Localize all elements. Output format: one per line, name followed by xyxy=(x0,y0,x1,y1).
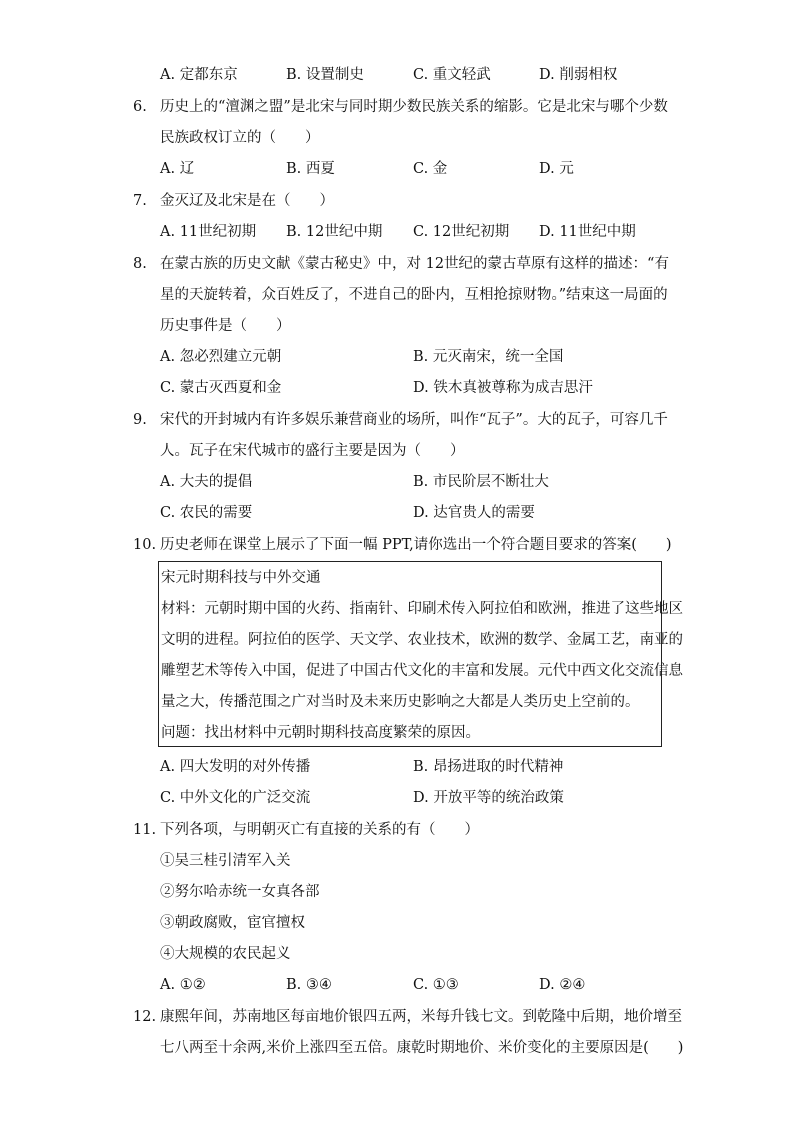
q11-option-b[interactable]: B. ③④ xyxy=(286,977,332,993)
q8-option-b[interactable]: B. 元灭南宋，统一全国 xyxy=(413,349,564,365)
q5-option-a[interactable]: A. 定都东京 xyxy=(160,67,238,83)
q9-option-c[interactable]: C. 农民的需要 xyxy=(160,505,253,521)
q11-option-c[interactable]: C. ①③ xyxy=(413,977,459,993)
q10-option-b[interactable]: B. 昂扬进取的时代精神 xyxy=(413,759,564,775)
q11-statement-1: ①吴三桂引清军入关 xyxy=(160,853,291,869)
q8-number: 8. xyxy=(133,256,147,272)
q8-option-a[interactable]: A. 忽必烈建立元朝 xyxy=(160,349,282,365)
q12-stem-line-2: 七八两至十余两,米价上涨四至五倍。康乾时期地价、米价变化的主要原因是( ) xyxy=(160,1040,684,1056)
q10-box-line-3: 雕塑艺术等传入中国，促进了中国古代文化的丰富和发展。元代中西文化交流信息 xyxy=(161,663,683,679)
q11-statement-3: ③朝政腐败，宦官擅权 xyxy=(160,915,305,931)
q5-option-d[interactable]: D. 削弱相权 xyxy=(539,67,618,83)
q12-number: 12. xyxy=(133,1009,157,1025)
q9-stem-line-2: 人。瓦子在宋代城市的盛行主要是因为（ ） xyxy=(160,443,465,459)
q6-stem-line-2: 民族政权订立的（ ） xyxy=(160,130,320,146)
q5-option-b[interactable]: B. 设置制史 xyxy=(286,67,364,83)
q8-stem-line-1: 在蒙古族的历史文献《蒙古秘史》中，对 12世纪的蒙古草原有这样的描述：“有 xyxy=(160,256,669,272)
q8-stem-line-2: 星的天旋转着，众百姓反了，不进自己的卧内，互相抢掠财物。”结束这一局面的 xyxy=(160,287,668,303)
q11-option-a[interactable]: A. ①② xyxy=(160,977,206,993)
q9-option-d[interactable]: D. 达官贵人的需要 xyxy=(413,505,535,521)
q9-stem-line-1: 宋代的开封城内有许多娱乐兼营商业的场所，叫作“瓦子”。大的瓦子，可容几千 xyxy=(160,412,668,428)
q10-material-box xyxy=(158,561,683,747)
q6-stem-line-1: 历史上的“澶渊之盟”是北宋与同时期少数民族关系的缩影。它是北宋与哪个少数 xyxy=(160,99,668,115)
q9-option-b[interactable]: B. 市民阶层不断壮大 xyxy=(413,474,549,490)
q10-option-d[interactable]: D. 开放平等的统治政策 xyxy=(413,790,564,806)
q9-option-a[interactable]: A. 大夫的提倡 xyxy=(160,474,253,490)
q10-stem-line-1: 历史老师在课堂上展示了下面一幅 PPT,请你选出一个符合题目要求的答案( ) xyxy=(160,537,672,553)
q10-box-question: 问题：找出材料中元朝时期科技高度繁荣的原因。 xyxy=(161,725,480,741)
q10-option-a[interactable]: A. 四大发明的对外传播 xyxy=(160,759,311,775)
q9-number: 9. xyxy=(133,412,147,428)
q8-stem-line-3: 历史事件是（ ） xyxy=(160,318,291,334)
q10-option-c[interactable]: C. 中外文化的广泛交流 xyxy=(160,790,311,806)
q6-option-c[interactable]: C. 金 xyxy=(413,161,448,177)
q11-statement-4: ④大规模的农民起义 xyxy=(160,946,291,962)
q8-option-c[interactable]: C. 蒙古灭西夏和金 xyxy=(160,380,282,396)
q7-option-a[interactable]: A. 11世纪初期 xyxy=(160,224,257,240)
q10-box-line-1: 材料：元朝时期中国的火药、指南针、印刷术传入阿拉伯和欧洲，推进了这些地区 xyxy=(161,601,683,617)
q7-option-c[interactable]: C. 12世纪初期 xyxy=(413,224,510,240)
q11-statement-2: ②努尔哈赤统一女真各部 xyxy=(160,884,320,900)
q6-option-a[interactable]: A. 辽 xyxy=(160,161,195,177)
q6-option-b[interactable]: B. 西夏 xyxy=(286,161,335,177)
q10-number: 10. xyxy=(133,537,157,553)
q12-stem-line-1: 康熙年间，苏南地区每亩地价银四五两，米每升钱七文。到乾隆中后期，地价增至 xyxy=(160,1009,682,1025)
q7-option-d[interactable]: D. 11世纪中期 xyxy=(539,224,636,240)
q11-stem-line-1: 下列各项，与明朝灭亡有直接的关系的有（ ） xyxy=(160,822,479,838)
q11-number: 11. xyxy=(133,822,157,838)
q6-number: 6. xyxy=(133,99,147,115)
q10-box-line-2: 文明的进程。阿拉伯的医学、天文学、农业技术，欧洲的数学、金属工艺，南亚的 xyxy=(161,632,683,648)
q6-option-d[interactable]: D. 元 xyxy=(539,161,574,177)
q10-box-title: 宋元时期科技与中外交通 xyxy=(161,570,321,586)
q7-stem-line-1: 金灭辽及北宋是在（ ） xyxy=(160,193,334,209)
q5-option-c[interactable]: C. 重文轻武 xyxy=(413,67,491,83)
q10-box-line-4: 量之大，传播范围之广对当时及未来历史影响之大都是人类历史上空前的。 xyxy=(161,694,640,710)
q11-option-d[interactable]: D. ②④ xyxy=(539,977,586,993)
q7-number: 7. xyxy=(133,193,147,209)
q7-option-b[interactable]: B. 12世纪中期 xyxy=(286,224,383,240)
q8-option-d[interactable]: D. 铁木真被尊称为成吉思汗 xyxy=(413,380,593,396)
